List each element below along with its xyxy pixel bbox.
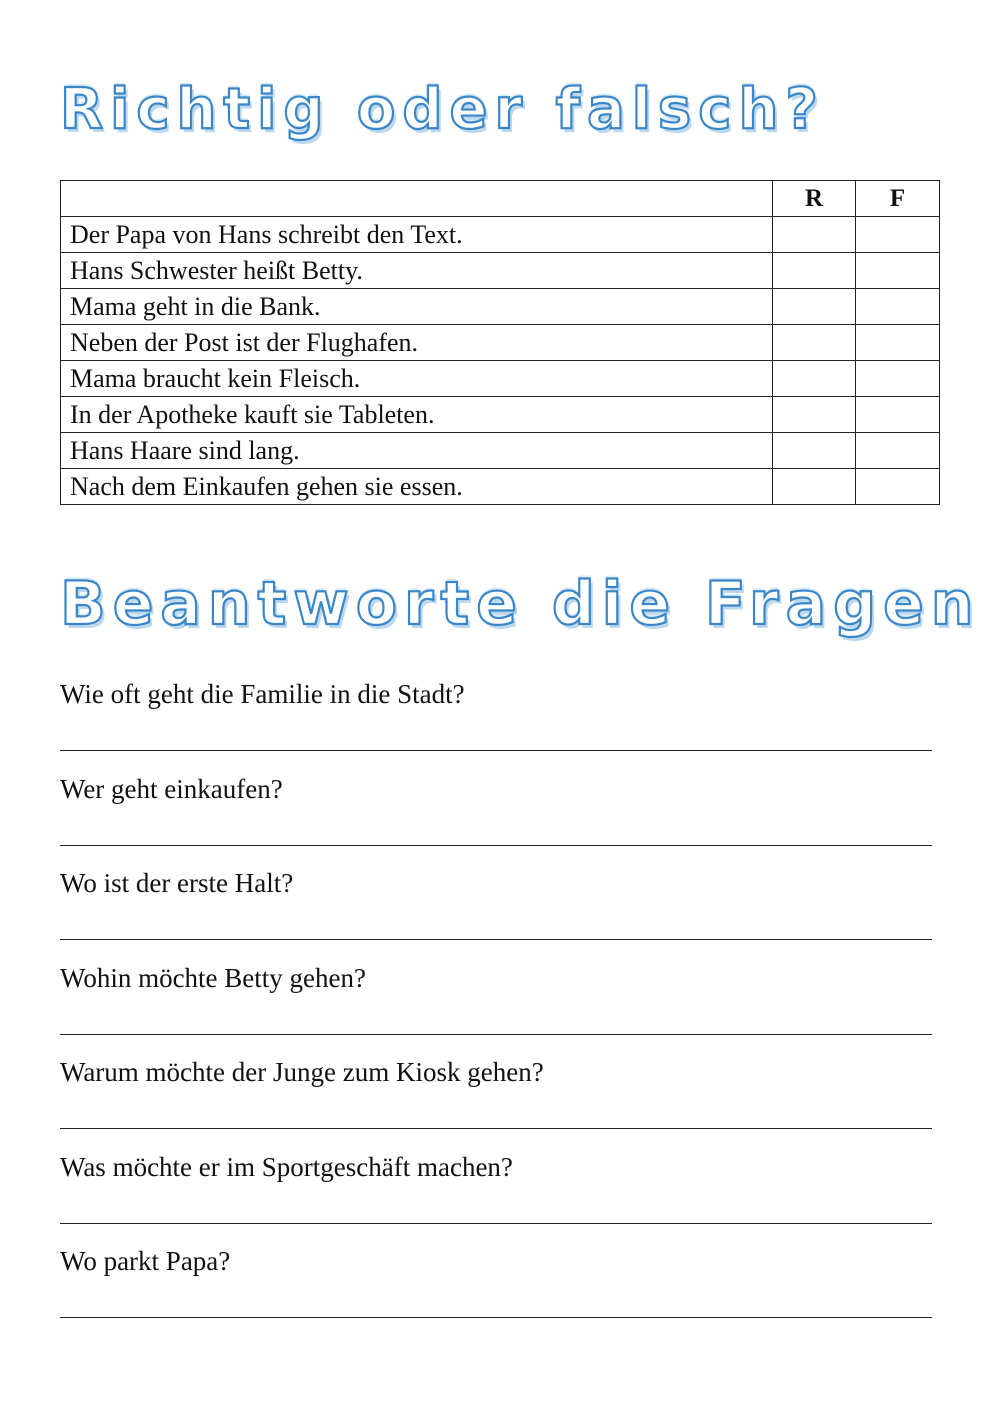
statement-text: Hans Schwester heißt Betty. [61,253,773,289]
question-text: Wie oft geht die Familie in die Stadt? [60,679,465,709]
question-item [60,1239,932,1334]
richtig-checkbox-cell[interactable] [773,361,856,397]
answer-line[interactable] [60,1128,932,1129]
question-text: Wo parkt Papa? [60,1246,231,1276]
table-row [61,469,940,505]
falsch-checkbox-cell[interactable] [856,433,940,469]
falsch-checkbox-cell[interactable] [856,361,940,397]
questions-list [60,672,932,1334]
question-item [60,1050,932,1145]
question-text: Wo ist der erste Halt? [60,868,294,898]
table-header-row [61,181,940,217]
statement-text: Mama geht in die Bank. [61,289,773,325]
true-false-table [60,180,940,505]
statement-text: Der Papa von Hans schreibt den Text. [61,217,773,253]
richtig-checkbox-cell[interactable] [773,253,856,289]
answer-line[interactable] [60,750,932,751]
table-row [61,217,940,253]
answer-line[interactable] [60,1223,932,1224]
header-richtig: R [773,181,856,217]
richtig-checkbox-cell[interactable] [773,469,856,505]
header-statement [61,181,773,217]
statement-text: Hans Haare sind lang. [61,433,773,469]
table-row [61,289,940,325]
falsch-checkbox-cell[interactable] [856,325,940,361]
answer-line[interactable] [60,845,932,846]
question-text: Wer geht einkaufen? [60,773,283,804]
question-text: Warum möchte der Junge zum Kiosk gehen? [60,1057,544,1087]
falsch-checkbox-cell[interactable] [856,469,940,505]
table-row [61,397,940,433]
heading-richtig-oder-falsch: Richtig oder falsch? [60,77,825,142]
answer-line[interactable] [60,939,932,940]
question-text: Was möchte er im Sportgeschäft machen? [60,1151,513,1182]
table-row [61,253,940,289]
table-row [61,433,940,469]
falsch-checkbox-cell[interactable] [856,253,940,289]
falsch-checkbox-cell[interactable] [856,397,940,433]
question-item [60,672,932,767]
richtig-checkbox-cell[interactable] [773,397,856,433]
richtig-checkbox-cell[interactable] [773,289,856,325]
question-text: Wohin möchte Betty gehen? [60,962,366,993]
question-item [60,767,932,862]
falsch-checkbox-cell[interactable] [856,217,940,253]
statement-text: Neben der Post ist der Flughafen. [61,325,773,361]
statement-text: Mama braucht kein Fleisch. [61,361,773,397]
statement-text: Nach dem Einkaufen gehen sie essen. [61,469,773,505]
richtig-checkbox-cell[interactable] [773,433,856,469]
statement-text: In der Apotheke kauft sie Tableten. [61,397,773,433]
richtig-checkbox-cell[interactable] [773,217,856,253]
question-item [60,1145,932,1240]
question-item [60,956,932,1051]
table-row [61,325,940,361]
richtig-checkbox-cell[interactable] [773,325,856,361]
table-row [61,361,940,397]
heading-beantworte-die-fragen: Beantworte die Fragen [60,569,981,639]
falsch-checkbox-cell[interactable] [856,289,940,325]
answer-line[interactable] [60,1034,932,1035]
answer-line[interactable] [60,1317,932,1318]
question-item [60,861,932,956]
header-falsch: F [856,181,940,217]
